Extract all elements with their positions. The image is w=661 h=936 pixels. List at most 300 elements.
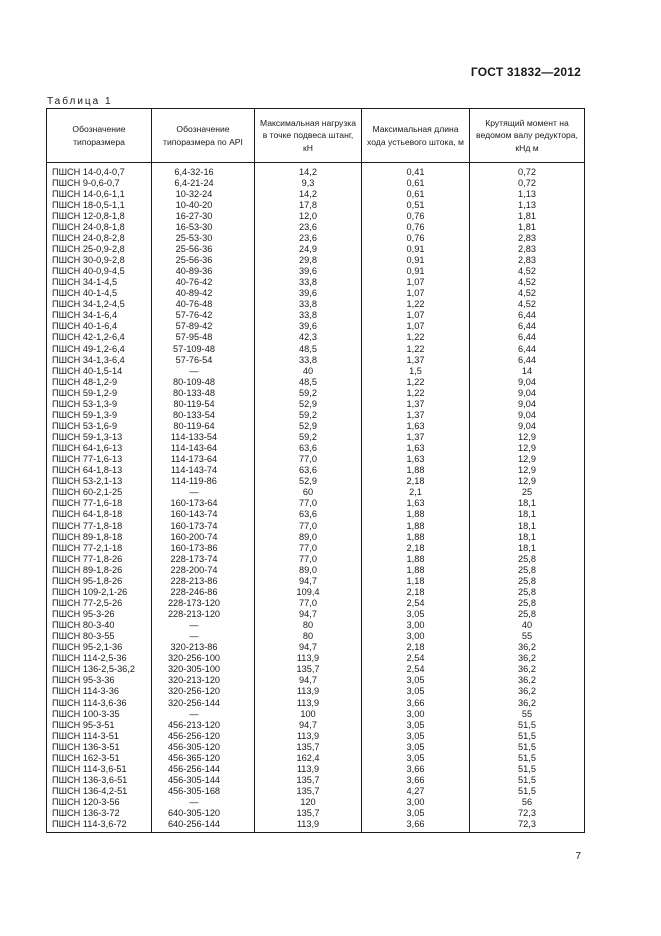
cell-torque: 56 bbox=[470, 797, 585, 808]
cell-api-size: 114-173-64 bbox=[152, 454, 255, 465]
cell-api-size: 6,4-21-24 bbox=[152, 177, 255, 188]
cell-max-stroke: 3,66 bbox=[362, 697, 470, 708]
cell-size: ПШСН 89-1,8-18 bbox=[47, 531, 152, 542]
cell-max-load: 135,7 bbox=[255, 786, 362, 797]
cell-max-load: 109,4 bbox=[255, 586, 362, 597]
table-header-row bbox=[47, 109, 585, 163]
cell-size: ПШСН 77-2,5-26 bbox=[47, 597, 152, 608]
cell-torque: 18,1 bbox=[470, 520, 585, 531]
cell-max-load: 77,0 bbox=[255, 553, 362, 564]
cell-api-size: 160-143-74 bbox=[152, 509, 255, 520]
cell-api-size: 160-173-86 bbox=[152, 542, 255, 553]
cell-torque: 36,2 bbox=[470, 697, 585, 708]
cell-api-size: 320-256-120 bbox=[152, 686, 255, 697]
cell-max-stroke: 1,5 bbox=[362, 365, 470, 376]
cell-api-size: 160-173-64 bbox=[152, 498, 255, 509]
cell-max-load: 40 bbox=[255, 365, 362, 376]
cell-max-stroke: 1,37 bbox=[362, 409, 470, 420]
cell-torque: 18,1 bbox=[470, 509, 585, 520]
cell-size: ПШСН 48-1,2-9 bbox=[47, 376, 152, 387]
cell-size: ПШСН 64-1,8-18 bbox=[47, 509, 152, 520]
cell-max-stroke: 1,63 bbox=[362, 498, 470, 509]
cell-torque: 36,2 bbox=[470, 686, 585, 697]
table-row bbox=[47, 575, 585, 586]
cell-max-load: 113,9 bbox=[255, 653, 362, 664]
cell-max-load: 63,6 bbox=[255, 465, 362, 476]
cell-max-load: 100 bbox=[255, 708, 362, 719]
cell-max-load: 33,8 bbox=[255, 354, 362, 365]
cell-size: ПШСН 60-2,1-25 bbox=[47, 487, 152, 498]
cell-torque: 4,52 bbox=[470, 299, 585, 310]
table-row bbox=[47, 210, 585, 221]
cell-max-load: 33,8 bbox=[255, 277, 362, 288]
cell-api-size: 228-173-74 bbox=[152, 553, 255, 564]
cell-torque: 4,52 bbox=[470, 288, 585, 299]
cell-torque: 25,8 bbox=[470, 575, 585, 586]
table-row bbox=[47, 542, 585, 553]
cell-api-size: 320-213-86 bbox=[152, 642, 255, 653]
table-row bbox=[47, 299, 585, 310]
table-row bbox=[47, 808, 585, 819]
cell-api-size: 80-133-48 bbox=[152, 387, 255, 398]
cell-max-stroke: 1,07 bbox=[362, 277, 470, 288]
cell-api-size: 456-256-144 bbox=[152, 763, 255, 774]
table-row bbox=[47, 255, 585, 266]
cell-torque: 51,5 bbox=[470, 786, 585, 797]
cell-torque: 4,52 bbox=[470, 277, 585, 288]
cell-max-load: 94,7 bbox=[255, 719, 362, 730]
table-row bbox=[47, 642, 585, 653]
cell-api-size: 6,4-32-16 bbox=[152, 163, 255, 178]
cell-max-stroke: 1,88 bbox=[362, 564, 470, 575]
cell-max-stroke: 1,18 bbox=[362, 575, 470, 586]
cell-max-stroke: 2,18 bbox=[362, 542, 470, 553]
cell-torque: 51,5 bbox=[470, 763, 585, 774]
cell-max-stroke: 1,63 bbox=[362, 454, 470, 465]
cell-api-size: 40-76-42 bbox=[152, 277, 255, 288]
cell-max-load: 135,7 bbox=[255, 808, 362, 819]
cell-torque: 1,13 bbox=[470, 188, 585, 199]
cell-max-stroke: 3,05 bbox=[362, 752, 470, 763]
table-row bbox=[47, 199, 585, 210]
table-row bbox=[47, 398, 585, 409]
cell-max-stroke: 4,27 bbox=[362, 786, 470, 797]
table-row bbox=[47, 609, 585, 620]
table-row bbox=[47, 277, 585, 288]
cell-size: ПШСН 162-3-51 bbox=[47, 752, 152, 763]
cell-max-load: 77,0 bbox=[255, 498, 362, 509]
table-row bbox=[47, 719, 585, 730]
cell-size: ПШСН 80-3-55 bbox=[47, 631, 152, 642]
cell-max-stroke: 3,05 bbox=[362, 686, 470, 697]
cell-torque: 1,81 bbox=[470, 210, 585, 221]
cell-torque: 51,5 bbox=[470, 730, 585, 741]
cell-max-stroke: 3,00 bbox=[362, 631, 470, 642]
table-row bbox=[47, 443, 585, 454]
cell-max-stroke: 1,88 bbox=[362, 520, 470, 531]
cell-max-stroke: 1,37 bbox=[362, 354, 470, 365]
cell-max-load: 94,7 bbox=[255, 575, 362, 586]
cell-size: ПШСН 136-3-72 bbox=[47, 808, 152, 819]
cell-size: ПШСН 89-1,8-26 bbox=[47, 564, 152, 575]
cell-max-load: 14,2 bbox=[255, 163, 362, 178]
cell-torque: 36,2 bbox=[470, 653, 585, 664]
cell-torque: 72,3 bbox=[470, 819, 585, 833]
column-header-size: Обозначение типоразмера bbox=[47, 109, 152, 163]
cell-size: ПШСН 77-1,8-18 bbox=[47, 520, 152, 531]
cell-torque: 12,9 bbox=[470, 443, 585, 454]
table-row bbox=[47, 354, 585, 365]
cell-max-load: 23,6 bbox=[255, 232, 362, 243]
cell-torque: 18,1 bbox=[470, 531, 585, 542]
table-row bbox=[47, 232, 585, 243]
cell-max-load: 33,8 bbox=[255, 299, 362, 310]
cell-torque: 55 bbox=[470, 708, 585, 719]
table-row bbox=[47, 797, 585, 808]
cell-max-stroke: 2,54 bbox=[362, 597, 470, 608]
cell-max-load: 77,0 bbox=[255, 520, 362, 531]
cell-max-stroke: 1,88 bbox=[362, 531, 470, 542]
cell-max-load: 162,4 bbox=[255, 752, 362, 763]
cell-api-size: 16-53-30 bbox=[152, 221, 255, 232]
cell-max-stroke: 1,22 bbox=[362, 332, 470, 343]
cell-torque: 0,72 bbox=[470, 163, 585, 178]
table-row bbox=[47, 332, 585, 343]
cell-max-load: 77,0 bbox=[255, 454, 362, 465]
cell-size: ПШСН 114-3,6-36 bbox=[47, 697, 152, 708]
cell-max-stroke: 0,76 bbox=[362, 210, 470, 221]
cell-size: ПШСН 77-1,6-18 bbox=[47, 498, 152, 509]
table-row bbox=[47, 163, 585, 178]
cell-size: ПШСН 64-1,8-13 bbox=[47, 465, 152, 476]
cell-api-size: 114-143-74 bbox=[152, 465, 255, 476]
cell-torque: 14 bbox=[470, 365, 585, 376]
cell-api-size: 640-305-120 bbox=[152, 808, 255, 819]
cell-max-load: 59,2 bbox=[255, 387, 362, 398]
cell-max-load: 113,9 bbox=[255, 730, 362, 741]
cell-size: ПШСН 59-1,2-9 bbox=[47, 387, 152, 398]
cell-torque: 9,04 bbox=[470, 387, 585, 398]
table-row bbox=[47, 509, 585, 520]
cell-max-load: 113,9 bbox=[255, 697, 362, 708]
cell-max-stroke: 3,05 bbox=[362, 741, 470, 752]
cell-api-size: 160-200-74 bbox=[152, 531, 255, 542]
table-row bbox=[47, 266, 585, 277]
cell-max-stroke: 0,91 bbox=[362, 266, 470, 277]
cell-max-load: 135,7 bbox=[255, 664, 362, 675]
cell-torque: 6,44 bbox=[470, 354, 585, 365]
cell-max-stroke: 3,05 bbox=[362, 808, 470, 819]
standard-designation: ГОСТ 31832—2012 bbox=[470, 65, 581, 79]
table-row bbox=[47, 487, 585, 498]
cell-size: ПШСН 80-3-40 bbox=[47, 620, 152, 631]
table-row bbox=[47, 708, 585, 719]
table-row bbox=[47, 730, 585, 741]
cell-size: ПШСН 136-4,2-51 bbox=[47, 786, 152, 797]
sucker-rod-pump-drive-table bbox=[46, 108, 585, 833]
cell-torque: 18,1 bbox=[470, 542, 585, 553]
table-row bbox=[47, 786, 585, 797]
cell-api-size: 228-173-120 bbox=[152, 597, 255, 608]
cell-torque: 36,2 bbox=[470, 675, 585, 686]
cell-torque: 2,83 bbox=[470, 243, 585, 254]
cell-api-size: 80-119-54 bbox=[152, 398, 255, 409]
cell-max-stroke: 0,61 bbox=[362, 188, 470, 199]
cell-torque: 0,72 bbox=[470, 177, 585, 188]
cell-max-stroke: 0,51 bbox=[362, 199, 470, 210]
cell-max-stroke: 0,76 bbox=[362, 221, 470, 232]
table-row bbox=[47, 321, 585, 332]
cell-api-size: 114-143-64 bbox=[152, 443, 255, 454]
table-row bbox=[47, 686, 585, 697]
cell-max-load: 59,2 bbox=[255, 409, 362, 420]
cell-size: ПШСН 95-3-26 bbox=[47, 609, 152, 620]
cell-max-stroke: 1,22 bbox=[362, 376, 470, 387]
cell-max-stroke: 3,66 bbox=[362, 819, 470, 833]
cell-torque: 25,8 bbox=[470, 564, 585, 575]
cell-api-size: 320-213-120 bbox=[152, 675, 255, 686]
cell-size: ПШСН 136-3,6-51 bbox=[47, 774, 152, 785]
cell-torque: 2,83 bbox=[470, 232, 585, 243]
cell-api-size: 80-119-64 bbox=[152, 420, 255, 431]
table-row bbox=[47, 221, 585, 232]
cell-size: ПШСН 95-3-51 bbox=[47, 719, 152, 730]
cell-max-load: 94,7 bbox=[255, 642, 362, 653]
cell-torque: 9,04 bbox=[470, 376, 585, 387]
cell-max-load: 23,6 bbox=[255, 221, 362, 232]
cell-size: ПШСН 109-2,1-26 bbox=[47, 586, 152, 597]
cell-size: ПШСН 136-3-51 bbox=[47, 741, 152, 752]
cell-api-size: 456-256-120 bbox=[152, 730, 255, 741]
cell-max-load: 94,7 bbox=[255, 675, 362, 686]
cell-max-stroke: 1,88 bbox=[362, 509, 470, 520]
cell-torque: 12,9 bbox=[470, 454, 585, 465]
table-row bbox=[47, 819, 585, 833]
cell-api-size: 320-256-144 bbox=[152, 697, 255, 708]
cell-size: ПШСН 25-0,9-2,8 bbox=[47, 243, 152, 254]
table-row bbox=[47, 520, 585, 531]
cell-torque: 6,44 bbox=[470, 343, 585, 354]
table-row bbox=[47, 387, 585, 398]
cell-size: ПШСН 24-0,8-2,8 bbox=[47, 232, 152, 243]
page-number: 7 bbox=[575, 851, 581, 862]
cell-max-load: 63,6 bbox=[255, 509, 362, 520]
table-row bbox=[47, 420, 585, 431]
cell-api-size: 57-76-54 bbox=[152, 354, 255, 365]
cell-size: ПШСН 49-1,2-6,4 bbox=[47, 343, 152, 354]
cell-max-stroke: 0,91 bbox=[362, 255, 470, 266]
cell-size: ПШСН 34-1-4,5 bbox=[47, 277, 152, 288]
cell-size: ПШСН 114-2,5-36 bbox=[47, 653, 152, 664]
cell-max-load: 29,8 bbox=[255, 255, 362, 266]
cell-api-size: — bbox=[152, 708, 255, 719]
cell-size: ПШСН 42-1,2-6,4 bbox=[47, 332, 152, 343]
cell-api-size: — bbox=[152, 631, 255, 642]
cell-max-load: 39,6 bbox=[255, 266, 362, 277]
cell-max-load: 77,0 bbox=[255, 542, 362, 553]
cell-api-size: 456-305-120 bbox=[152, 741, 255, 752]
cell-max-stroke: 3,00 bbox=[362, 797, 470, 808]
cell-size: ПШСН 59-1,3-13 bbox=[47, 432, 152, 443]
cell-api-size: 16-27-30 bbox=[152, 210, 255, 221]
table-row bbox=[47, 564, 585, 575]
cell-max-load: 52,9 bbox=[255, 420, 362, 431]
table-row bbox=[47, 188, 585, 199]
cell-max-stroke: 3,05 bbox=[362, 675, 470, 686]
cell-size: ПШСН 95-2,1-36 bbox=[47, 642, 152, 653]
cell-max-stroke: 1,37 bbox=[362, 398, 470, 409]
cell-torque: 6,44 bbox=[470, 321, 585, 332]
cell-api-size: 320-256-100 bbox=[152, 653, 255, 664]
cell-max-load: 42,3 bbox=[255, 332, 362, 343]
cell-api-size: — bbox=[152, 620, 255, 631]
cell-max-stroke: 3,66 bbox=[362, 763, 470, 774]
cell-max-stroke: 3,00 bbox=[362, 708, 470, 719]
cell-api-size: 40-76-48 bbox=[152, 299, 255, 310]
cell-max-stroke: 3,05 bbox=[362, 719, 470, 730]
cell-torque: 6,44 bbox=[470, 332, 585, 343]
cell-max-load: 52,9 bbox=[255, 476, 362, 487]
cell-max-stroke: 2,1 bbox=[362, 487, 470, 498]
cell-max-stroke: 1,07 bbox=[362, 321, 470, 332]
cell-max-stroke: 2,54 bbox=[362, 653, 470, 664]
cell-max-load: 48,5 bbox=[255, 343, 362, 354]
cell-api-size: 456-213-120 bbox=[152, 719, 255, 730]
cell-size: ПШСН 34-1,3-6,4 bbox=[47, 354, 152, 365]
cell-max-stroke: 1,07 bbox=[362, 288, 470, 299]
table-row bbox=[47, 597, 585, 608]
cell-api-size: 80-133-54 bbox=[152, 409, 255, 420]
table-row bbox=[47, 376, 585, 387]
cell-torque: 25,8 bbox=[470, 553, 585, 564]
cell-size: ПШСН 24-0,8-1,8 bbox=[47, 221, 152, 232]
cell-max-load: 89,0 bbox=[255, 564, 362, 575]
cell-max-load: 17,8 bbox=[255, 199, 362, 210]
cell-api-size: 456-305-168 bbox=[152, 786, 255, 797]
cell-max-stroke: 1,07 bbox=[362, 310, 470, 321]
column-header-torque: Крутящий момент на ведомом валу редуктора, кНд м bbox=[470, 109, 585, 163]
table-row bbox=[47, 586, 585, 597]
cell-size: ПШСН 77-1,8-26 bbox=[47, 553, 152, 564]
cell-torque: 2,83 bbox=[470, 255, 585, 266]
cell-torque: 12,9 bbox=[470, 465, 585, 476]
table-row bbox=[47, 432, 585, 443]
cell-api-size: 228-213-86 bbox=[152, 575, 255, 586]
cell-api-size: 228-200-74 bbox=[152, 564, 255, 575]
cell-size: ПШСН 77-2,1-18 bbox=[47, 542, 152, 553]
cell-max-stroke: 1,88 bbox=[362, 465, 470, 476]
cell-api-size: 114-119-86 bbox=[152, 476, 255, 487]
cell-torque: 6,44 bbox=[470, 310, 585, 321]
cell-max-stroke: 3,66 bbox=[362, 774, 470, 785]
cell-max-load: 39,6 bbox=[255, 321, 362, 332]
table-row bbox=[47, 664, 585, 675]
table-row bbox=[47, 288, 585, 299]
cell-api-size: 25-56-36 bbox=[152, 255, 255, 266]
cell-max-stroke: 2,18 bbox=[362, 642, 470, 653]
cell-max-load: 135,7 bbox=[255, 774, 362, 785]
cell-torque: 12,9 bbox=[470, 432, 585, 443]
cell-torque: 1,81 bbox=[470, 221, 585, 232]
cell-max-stroke: 1,22 bbox=[362, 299, 470, 310]
cell-size: ПШСН 18-0,5-1,1 bbox=[47, 199, 152, 210]
cell-max-stroke: 0,91 bbox=[362, 243, 470, 254]
cell-api-size: 228-246-86 bbox=[152, 586, 255, 597]
cell-api-size: 25-53-30 bbox=[152, 232, 255, 243]
table-row bbox=[47, 454, 585, 465]
cell-size: ПШСН 100-3-35 bbox=[47, 708, 152, 719]
cell-torque: 51,5 bbox=[470, 741, 585, 752]
cell-max-stroke: 3,00 bbox=[362, 620, 470, 631]
cell-size: ПШСН 40-0,9-4,5 bbox=[47, 266, 152, 277]
table-row bbox=[47, 177, 585, 188]
cell-max-stroke: 2,18 bbox=[362, 476, 470, 487]
cell-max-stroke: 1,22 bbox=[362, 343, 470, 354]
cell-api-size: 57-95-48 bbox=[152, 332, 255, 343]
column-header-max-stroke: Максимальная длина хода устьевого штока, м bbox=[362, 109, 470, 163]
table-row bbox=[47, 653, 585, 664]
cell-api-size: 114-133-54 bbox=[152, 432, 255, 443]
cell-max-load: 59,2 bbox=[255, 432, 362, 443]
cell-size: ПШСН 40-1-4,5 bbox=[47, 288, 152, 299]
cell-max-load: 113,9 bbox=[255, 819, 362, 833]
cell-size: ПШСН 59-1,3-9 bbox=[47, 409, 152, 420]
cell-max-stroke: 0,76 bbox=[362, 232, 470, 243]
cell-torque: 12,9 bbox=[470, 476, 585, 487]
cell-max-load: 80 bbox=[255, 631, 362, 642]
cell-size: ПШСН 114-3,6-51 bbox=[47, 763, 152, 774]
cell-max-load: 89,0 bbox=[255, 531, 362, 542]
cell-max-stroke: 1,22 bbox=[362, 387, 470, 398]
cell-api-size: 10-32-24 bbox=[152, 188, 255, 199]
cell-max-load: 113,9 bbox=[255, 686, 362, 697]
cell-size: ПШСН 40-1,5-14 bbox=[47, 365, 152, 376]
cell-max-load: 113,9 bbox=[255, 763, 362, 774]
cell-torque: 36,2 bbox=[470, 664, 585, 675]
cell-api-size: 10-40-20 bbox=[152, 199, 255, 210]
cell-torque: 25,8 bbox=[470, 597, 585, 608]
table-row bbox=[47, 774, 585, 785]
cell-torque: 51,5 bbox=[470, 752, 585, 763]
cell-torque: 51,5 bbox=[470, 719, 585, 730]
cell-api-size: 456-305-144 bbox=[152, 774, 255, 785]
cell-api-size: 80-109-48 bbox=[152, 376, 255, 387]
cell-torque: 36,2 bbox=[470, 642, 585, 653]
cell-max-stroke: 3,05 bbox=[362, 609, 470, 620]
cell-max-stroke: 3,05 bbox=[362, 730, 470, 741]
cell-max-load: 52,9 bbox=[255, 398, 362, 409]
cell-api-size: 228-213-120 bbox=[152, 609, 255, 620]
cell-api-size: 40-89-42 bbox=[152, 288, 255, 299]
table-row bbox=[47, 243, 585, 254]
cell-size: ПШСН 9-0,6-0,7 bbox=[47, 177, 152, 188]
cell-max-load: 14,2 bbox=[255, 188, 362, 199]
cell-max-load: 9,3 bbox=[255, 177, 362, 188]
cell-size: ПШСН 77-1,6-13 bbox=[47, 454, 152, 465]
cell-torque: 25 bbox=[470, 487, 585, 498]
column-header-max-load: Максимальная нагрузка в точке подвеса штанг, кН bbox=[255, 109, 362, 163]
cell-size: ПШСН 14-0,4-0,7 bbox=[47, 163, 152, 178]
cell-size: ПШСН 114-3-36 bbox=[47, 686, 152, 697]
cell-api-size: — bbox=[152, 365, 255, 376]
cell-api-size: 640-256-144 bbox=[152, 819, 255, 833]
cell-api-size: 456-365-120 bbox=[152, 752, 255, 763]
cell-torque: 55 bbox=[470, 631, 585, 642]
cell-max-load: 120 bbox=[255, 797, 362, 808]
cell-api-size: — bbox=[152, 487, 255, 498]
cell-size: ПШСН 95-3-36 bbox=[47, 675, 152, 686]
cell-max-stroke: 2,54 bbox=[362, 664, 470, 675]
